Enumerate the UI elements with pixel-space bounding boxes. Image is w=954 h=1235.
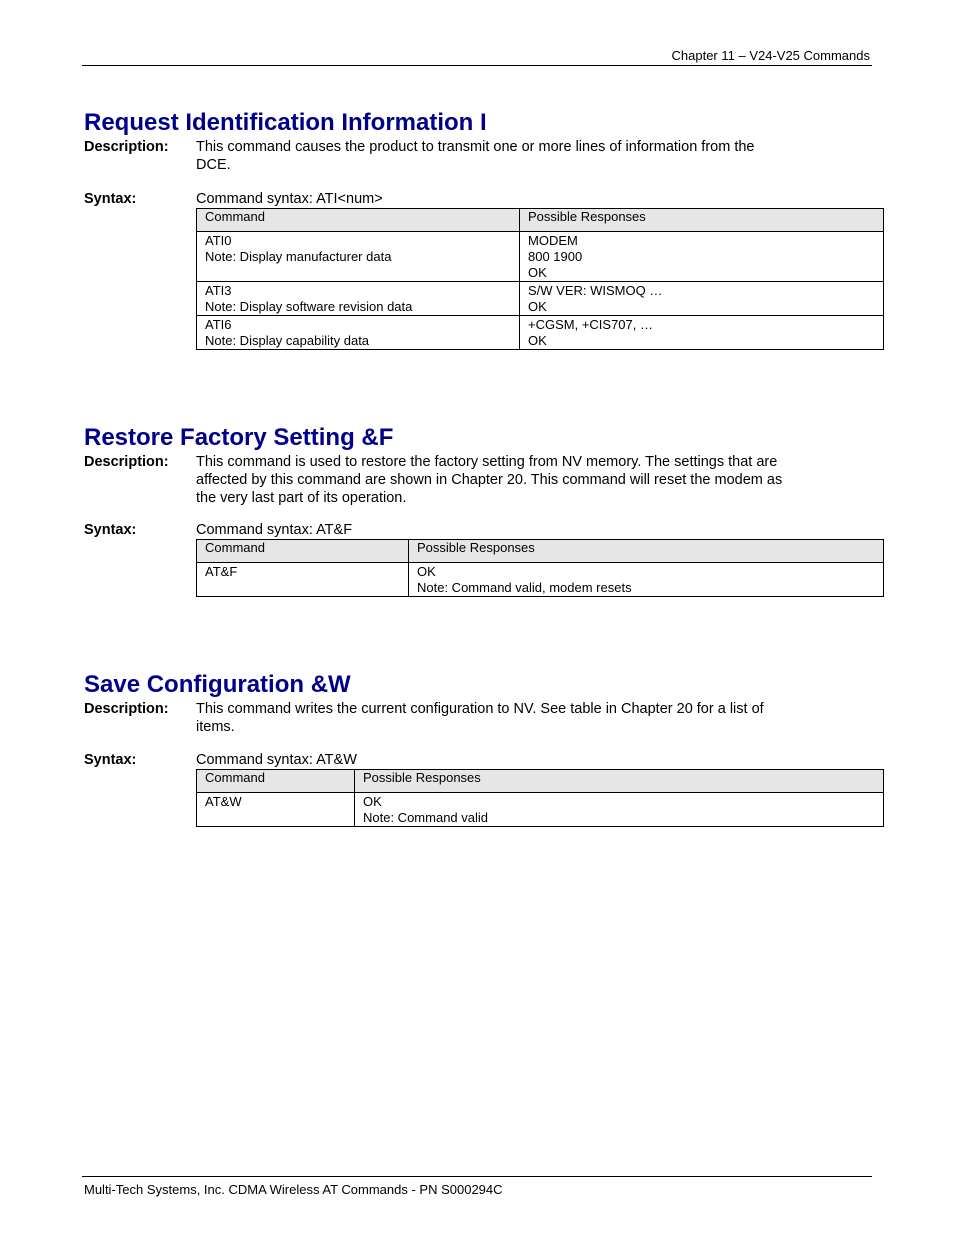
section-request-identification	[84, 108, 884, 350]
column-header-responses: Possible Responses	[409, 540, 884, 563]
section-save-configuration	[84, 670, 884, 827]
page-footer: Multi-Tech Systems, Inc. CDMA Wireless AT Commands - PN S000294C	[84, 1182, 503, 1197]
syntax-label: Syntax:	[84, 191, 137, 207]
page-header	[82, 48, 872, 66]
section-title: Request Identification Information I	[84, 109, 487, 136]
table-header-row	[197, 770, 884, 793]
syntax-text: Command syntax: AT&W	[196, 752, 357, 768]
syntax-label: Syntax:	[84, 522, 137, 538]
description-text: This command is used to restore the factory setting from NV memory. The settings that are affected by this command are shown in Chapter 20. This command will reset the modem as the very last part of its operation.	[196, 454, 783, 506]
table-header-row	[197, 209, 884, 232]
table-row	[197, 316, 884, 350]
section-restore-factory-setting	[84, 423, 884, 597]
column-header-command: Command	[197, 770, 355, 793]
description-text: This command writes the current configuration to NV. See table in Chapter 20 for a list of items.	[196, 701, 764, 735]
syntax-text: Command syntax: ATI<num>	[196, 191, 383, 207]
description-label: Description:	[84, 701, 169, 717]
table-row	[197, 793, 884, 827]
column-header-command: Command	[197, 209, 520, 232]
command-cell: AT&W	[197, 793, 355, 827]
description-label: Description:	[84, 454, 169, 470]
table-row	[197, 282, 884, 316]
column-header-responses: Possible Responses	[520, 209, 884, 232]
command-cell: ATI6 Note: Display capability data	[197, 316, 520, 350]
footer-divider	[82, 1176, 872, 1177]
description-label: Description:	[84, 139, 169, 155]
column-header-command: Command	[197, 540, 409, 563]
command-cell: ATI3 Note: Display software revision data	[197, 282, 520, 316]
table-row	[197, 232, 884, 282]
command-table	[196, 539, 884, 597]
syntax-text: Command syntax: AT&F	[196, 522, 353, 538]
section-title: Restore Factory Setting &F	[84, 424, 394, 451]
command-table	[196, 208, 884, 350]
section-title: Save Configuration &W	[84, 671, 351, 698]
command-table	[196, 769, 884, 827]
column-header-responses: Possible Responses	[355, 770, 884, 793]
responses-cell: OK Note: Command valid, modem resets	[409, 563, 884, 597]
description-text: This command causes the product to transmit one or more lines of information from the DCE.	[196, 139, 755, 173]
chapter-header: Chapter 11 – V24-V25 Commands	[671, 48, 870, 63]
command-cell: AT&F	[197, 563, 409, 597]
command-cell: ATI0 Note: Display manufacturer data	[197, 232, 520, 282]
table-header-row	[197, 540, 884, 563]
responses-cell: MODEM 800 1900 OK	[520, 232, 884, 282]
syntax-label: Syntax:	[84, 752, 137, 768]
responses-cell: S/W VER: WISMOQ … OK	[520, 282, 884, 316]
responses-cell: OK Note: Command valid	[355, 793, 884, 827]
responses-cell: +CGSM, +CIS707, … OK	[520, 316, 884, 350]
table-row	[197, 563, 884, 597]
